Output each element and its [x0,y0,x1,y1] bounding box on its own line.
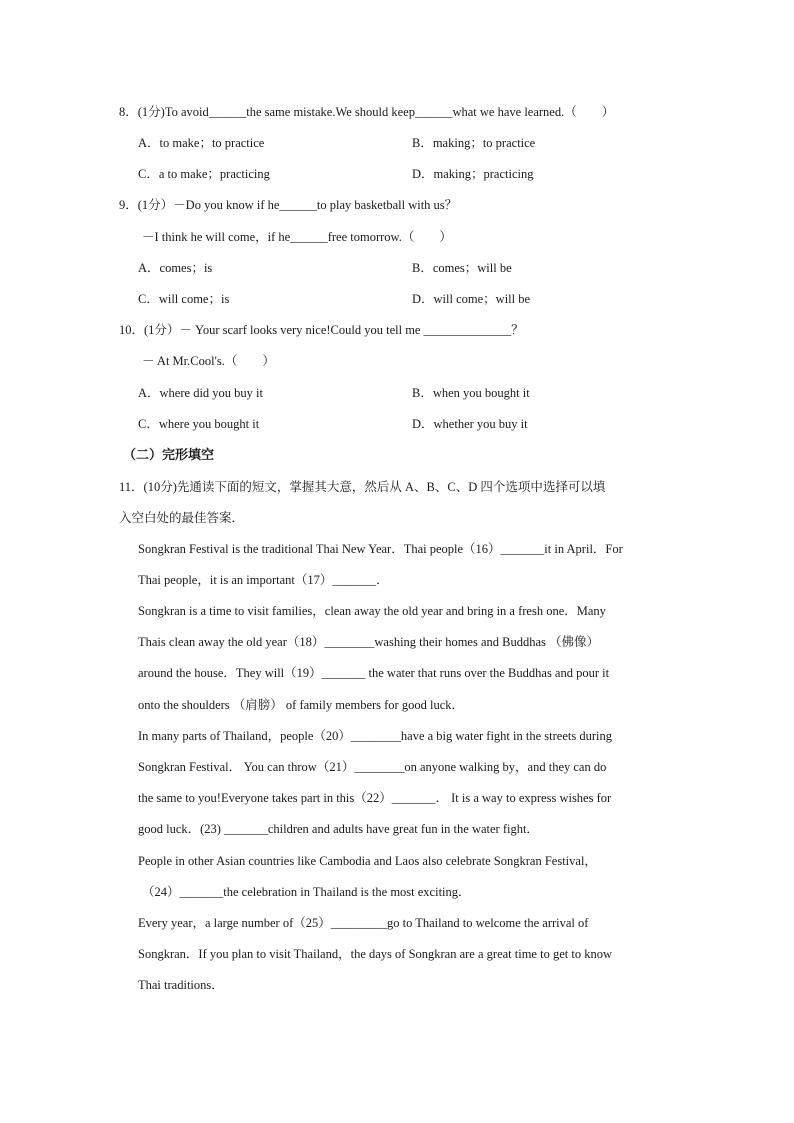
question-10-stem-reply: － At Mr.Cool's.（ ） [142,354,275,368]
question-9-stem-reply: －I think he will come，if he______free tomorrow.（ ） [142,230,452,244]
passage-line: People in other Asian countries like Cambodia and Laos also celebrate Songkran Festival， [138,854,597,868]
question-11-stem-line1: 11．(10分)先通读下面的短文，掌握其大意，然后从 A、B、C、D 四个选项中选择可以填 [119,480,606,494]
question-10-option-b: B．when you bought it [412,386,530,400]
question-10-option-a: A．where did you buy it [138,386,263,400]
passage-line: Every year，a large number of（25）_________go to Thailand to welcome the arrival of [138,916,589,930]
question-9-option-b: B．comes；will be [412,261,512,275]
question-8-stem: 8．(1分)To avoid______the same mistake.We should keep______what we have learned.（ ） [119,105,615,119]
question-8-option-b: B．making；to practice [412,136,536,150]
question-9-option-c: C．will come；is [138,292,230,306]
section-title: （二）完形填空 [123,447,215,462]
question-10-option-d: D．whether you buy it [412,417,528,431]
question-8-option-d: D．making；practicing [412,167,534,181]
passage-line: around the house．They will（19）_______ the water that runs over the Buddhas and pour it [138,666,610,680]
passage-line: Songkran．If you plan to visit Thailand，the days of Songkran are a great time to get to know [138,947,612,961]
question-8-option-a: A．to make；to practice [138,136,265,150]
question-11-stem-line2: 入空白处的最佳答案． [119,511,245,525]
passage-line: onto the shoulders （肩膀） of family members for good luck． [138,698,464,712]
passage-line: Songkran is a time to visit families，clean away the old year and bring in a fresh one．Many [138,604,606,618]
passage-line: Thais clean away the old year（18）________washing their homes and Buddhas （佛像） [138,635,600,649]
passage-line: In many parts of Thailand，people（20）________have a big water fight in the streets during [138,729,612,743]
passage-line: Thai people，it is an important（17）_______． [138,573,389,587]
question-9-option-d: D．will come；will be [412,292,531,306]
question-9-stem: 9．(1分）－Do you know if he______to play basketball with us？ [119,198,458,212]
question-8-option-c: C．a to make；practicing [138,167,270,181]
passage-line: the same to you!Everyone takes part in this（22）_______． It is a way to express wishes for [138,791,612,805]
passage-line: Songkran Festival is the traditional Thai New Year．Thai people（16）_______it in April．For [138,542,623,556]
passage-line: good luck．(23) _______children and adults have great fun in the water fight． [138,822,539,836]
question-9-option-a: A．comes；is [138,261,213,275]
question-10-option-c: C．where you bought it [138,417,260,431]
question-10-stem: 10．(1分）－ Your scarf looks very nice!Could you tell me ______________？ [119,323,524,337]
passage-line: （24）_______the celebration in Thailand is the most exciting． [142,885,471,899]
passage-line: Songkran Festival． You can throw（21）________on anyone walking by，and they can do [138,760,607,774]
passage-line: Thai traditions． [138,978,224,992]
